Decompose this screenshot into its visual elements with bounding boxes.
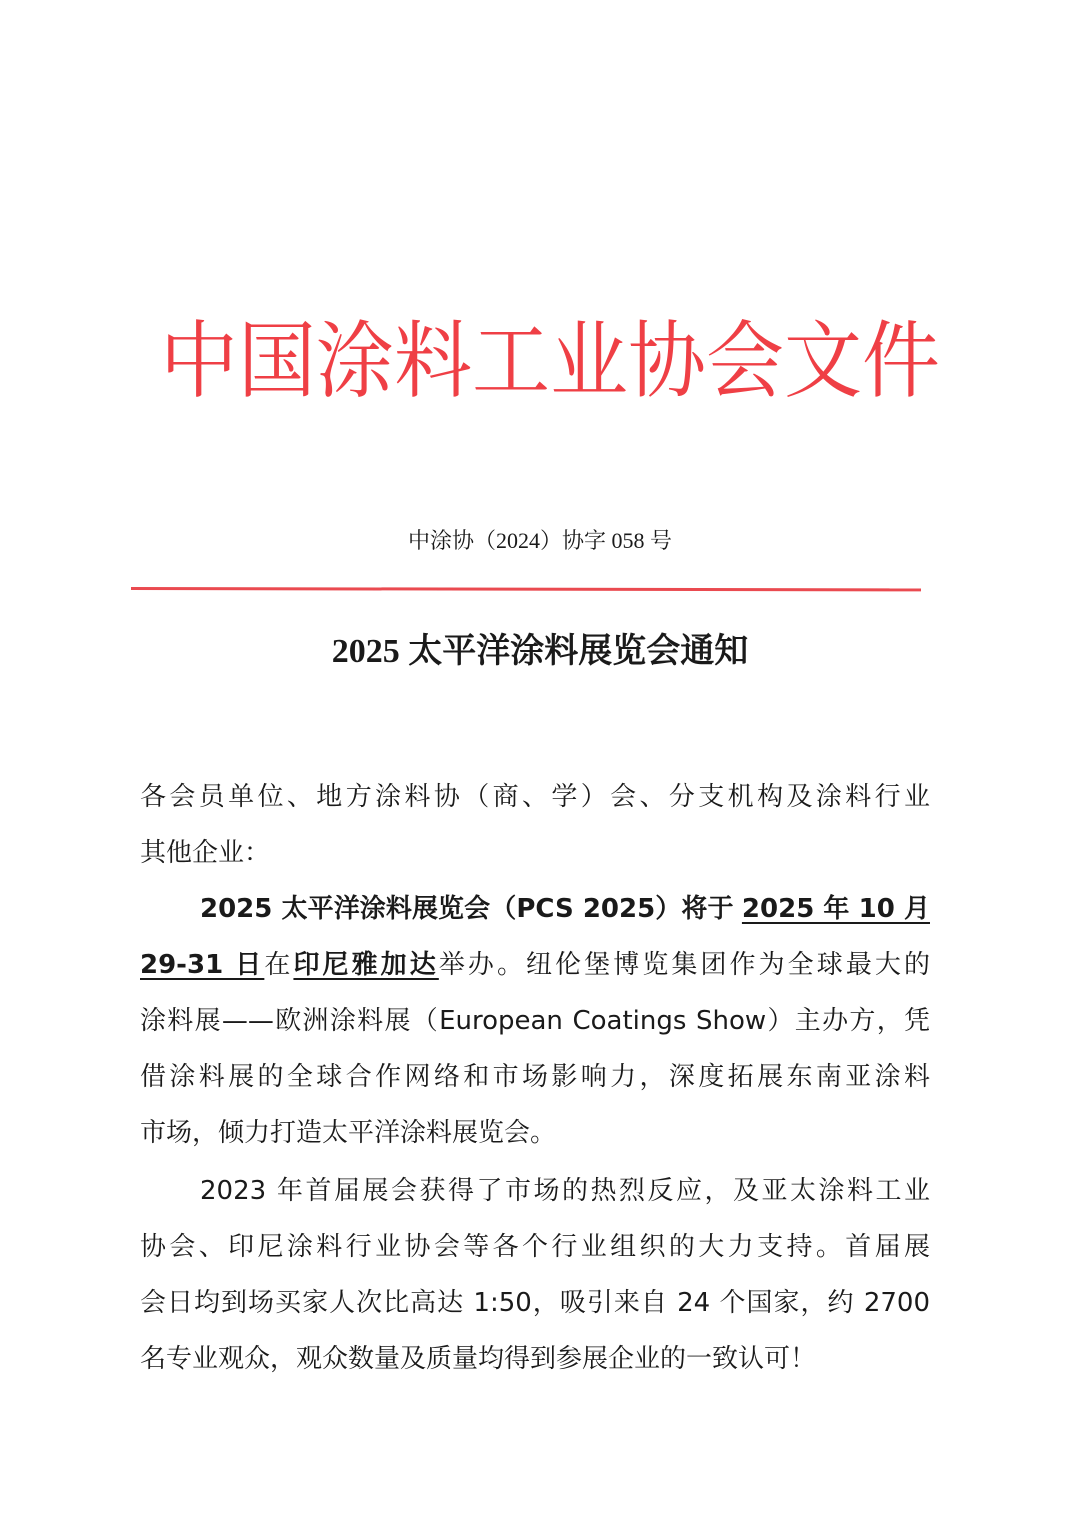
org-header-title: 中国涂料工业协会文件 xyxy=(160,313,941,411)
paragraph1-line-3: 涂料展——欧洲涂料展（European Coatings Show）主办方，凭 xyxy=(140,1006,930,1036)
paragraph1-line-2 xyxy=(140,938,930,992)
paragraph1-line-1 xyxy=(140,882,930,936)
event-location: 印尼雅加达 xyxy=(293,950,439,980)
paragraph2-line-3: 会日均到场买家人次比高达 1:50，吸引来自 24 个国家，约 2700 xyxy=(140,1288,930,1318)
notice-title: 2025 太平洋涂料展览会通知 xyxy=(331,633,749,670)
paragraph1-line-5: 市场，倾力打造太平洋涂料展览会。 xyxy=(140,1118,557,1148)
event-date-part1: 2025 年 10 月 xyxy=(741,894,930,924)
salutation-line-2: 其他企业： xyxy=(140,838,271,868)
red-divider-line xyxy=(131,587,921,591)
salutation-line-1: 各会员单位、地方涂料协（商、学）会、分支机构及涂料行业 xyxy=(140,782,930,812)
document-number: 中涂协（2024）协字 058 号 xyxy=(407,528,672,553)
paragraph1-line-4: 借涂料展的全球合作网络和市场影响力，深度拓展东南亚涂料 xyxy=(140,1062,930,1092)
connector-text: 在 xyxy=(264,950,294,980)
paragraph2-line-4: 名专业观众，观众数量及质量均得到参展企业的一致认可！ xyxy=(140,1344,817,1374)
paragraph2-line-2: 协会、印尼涂料行业协会等各个行业组织的大力支持。首届展 xyxy=(140,1232,930,1262)
paragraph2-line-1: 2023 年首届展会获得了市场的热烈反应，及亚太涂料工业 xyxy=(200,1176,930,1206)
event-date-part2: 29-31 日 xyxy=(140,950,265,980)
event-name: 2025 太平洋涂料展览会（PCS 2025）将于 xyxy=(200,894,734,924)
paragraph1-line-2-rest: 举办。纽伦堡博览集团作为全球最大的 xyxy=(438,950,930,980)
